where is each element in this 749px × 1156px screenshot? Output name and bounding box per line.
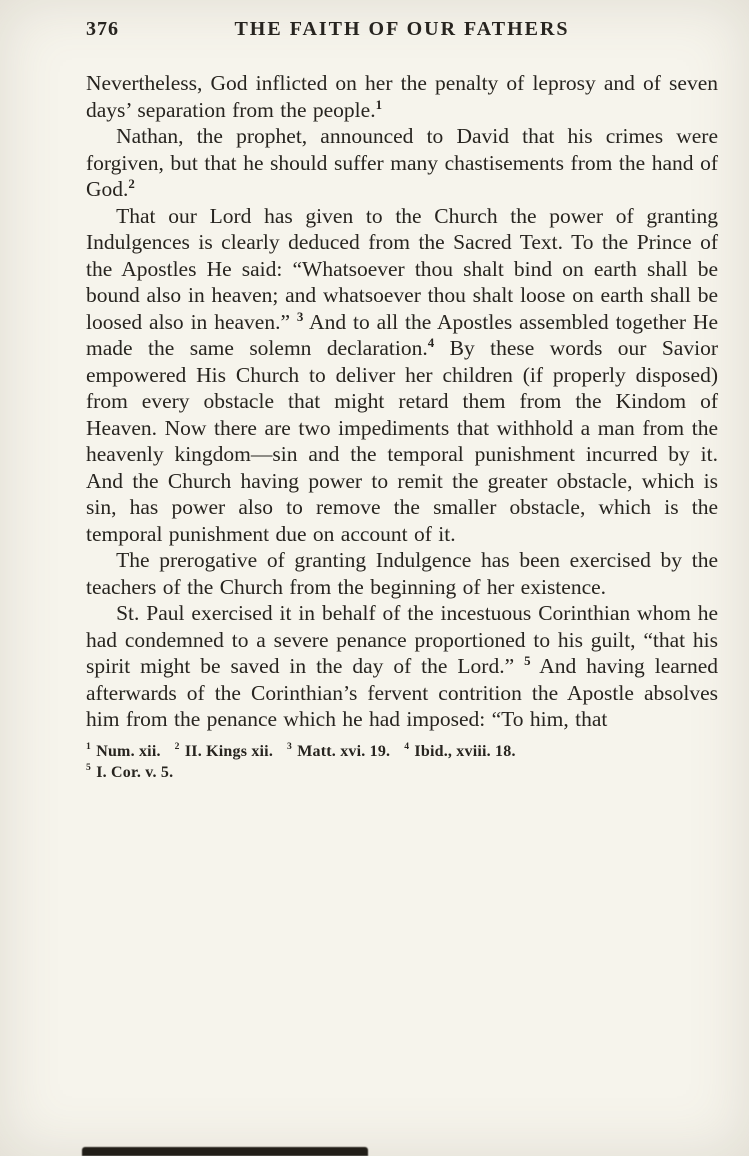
footnote-line <box>86 741 726 762</box>
footnote-ref: 3 <box>296 309 304 324</box>
footnote-number: 4 <box>404 741 410 753</box>
body-text <box>86 70 718 733</box>
footnote-number: 1 <box>86 741 91 753</box>
paragraph: Nathan, the prophet, announced to David that his crimes were forgiven, but that he should suffer many chastisements from the hand of God.$^2$ <box>86 124 718 201</box>
scan-artifact-bottom <box>82 1147 368 1156</box>
footnote: $^1$ Num. xii. <box>86 741 161 760</box>
paragraph: Nevertheless, God inflicted on her the penalty of leprosy and of seven days’ separation from the people.$^1$ <box>86 71 718 122</box>
footnote-ref: 4 <box>427 335 435 350</box>
footnote-ref: 1 <box>375 97 383 112</box>
page-number: 376 <box>86 18 119 40</box>
footnotes <box>86 741 726 783</box>
paragraph: That our Lord has given to the Church the power of granting Indulgences is clearly deduced from the Sacred Text. To the Prince of the Apostles He said: “Whatsoever thou shalt bind on earth shall be bound also in heaven; and whatsoever thou shalt loose on earth shall be loosed also in heaven.” $^3$ And to all the Apostles assembled together He made the same solemn declaration.$^4$ By these words our Savior empowered His Church to deliver her children (if properly disposed) from every obstacle that might retard them from the Kindom of Heaven. Now there are two impediments that withhold a man from the heavenly kingdom—sin and the temporal punishment incurred by it. And the Church having power to remit the greater obstacle, which is sin, has power also to remove the smaller obstacle, which is the temporal punishment due on account of it. <box>86 203 718 546</box>
footnote-ref: 2 <box>128 176 135 191</box>
footnote: $^2$ II. Kings xii. <box>174 741 274 760</box>
paragraph: The prerogative of granting Indulgence has been exercised by the teachers of the Church from the beginning of her existence. <box>86 548 718 599</box>
footnote-line <box>86 762 726 783</box>
footnote: $^4$ Ibid., xviii. 18. <box>404 741 516 760</box>
footnote-number: 3 <box>287 741 293 753</box>
running-title: THE FAITH OF OUR FATHERS <box>234 18 570 40</box>
footnote-number: 5 <box>86 762 91 774</box>
footnote: $^5$ I. Cor. v. 5. <box>86 762 174 781</box>
page-header <box>86 16 718 46</box>
paragraph: St. Paul exercised it in behalf of the incestuous Corinthian whom he had condemned to a severe penance proportioned to his guilt, “that his spirit might be saved in the day of the Lord.” $^5$ And having learned afterwards of the Corinthian’s fervent contrition the Apostle absolves him from the penance which he had imposed: “To him, that <box>86 601 718 731</box>
footnote: $^3$ Matt. xvi. 19. <box>287 741 391 760</box>
footnote-number: 2 <box>174 741 180 753</box>
footnote-ref: 5 <box>524 653 531 668</box>
